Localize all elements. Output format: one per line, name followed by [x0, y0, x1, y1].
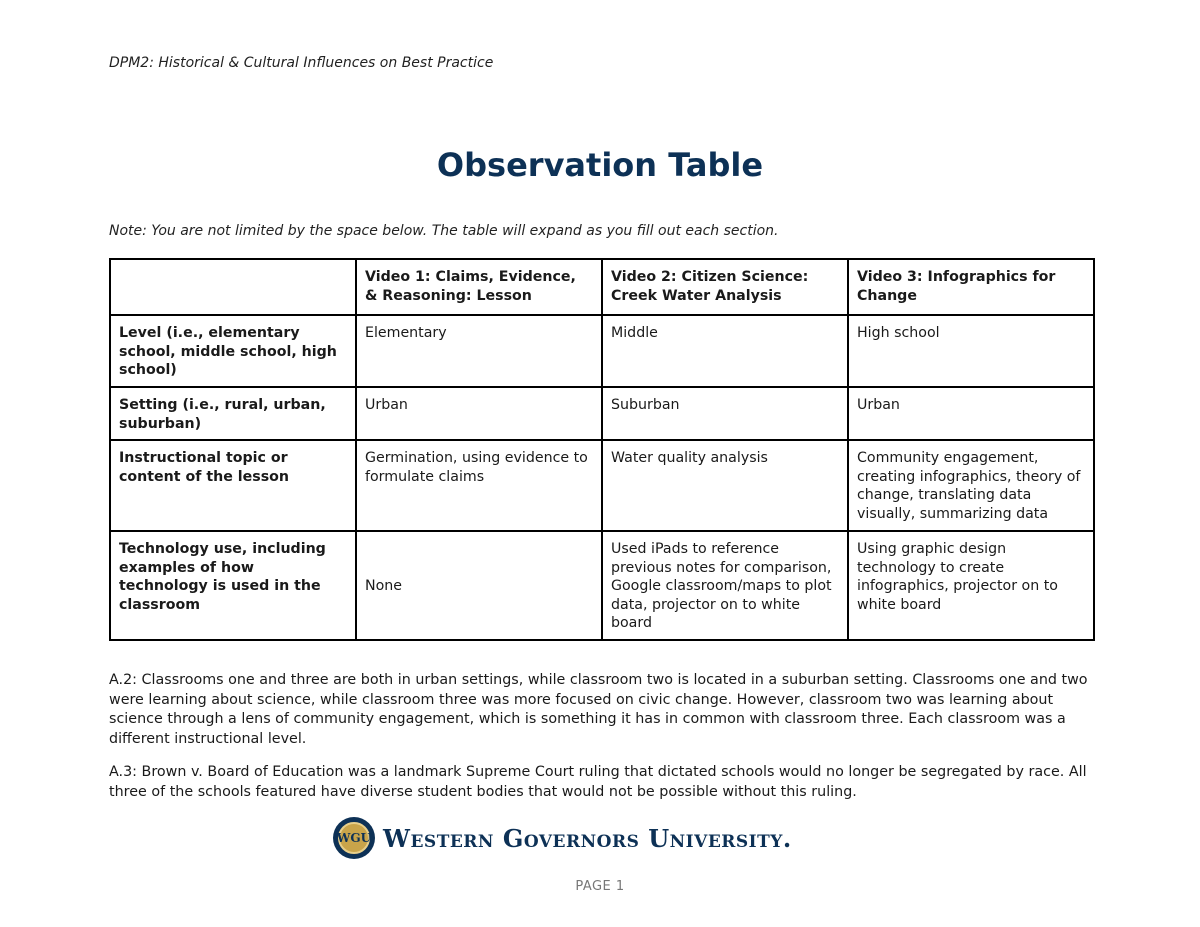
row-label-topic: Instructional topic or content of the lesson [110, 440, 356, 531]
table-row-setting [110, 387, 1094, 440]
course-title: DPM2: Historical & Cultural Influences on Best Practice [109, 55, 494, 71]
cell-technology-video-2: Used iPads to reference previous notes for comparison, Google classroom/maps to plot data, projector on to white board [602, 531, 848, 640]
header-cell-video-2: Video 2: Citizen Science: Creek Water Analysis [602, 259, 848, 315]
cell-setting-video-2: Suburban [602, 387, 848, 440]
table-row-technology [110, 531, 1094, 640]
row-label-setting: Setting (i.e., rural, urban, suburban) [110, 387, 356, 440]
table-header-row [110, 259, 1094, 315]
cell-topic-video-1: Germination, using evidence to formulate claims [356, 440, 602, 531]
row-label-technology: Technology use, including examples of how technology is used in the classroom [110, 531, 356, 640]
table-note: Note: You are not limited by the space below. The table will expand as you fill out each section. [109, 223, 779, 239]
cell-level-video-3: High school [848, 315, 1094, 387]
cell-level-video-2: Middle [602, 315, 848, 387]
table-row-topic [110, 440, 1094, 531]
cell-level-video-1: Elementary [356, 315, 602, 387]
cell-technology-video-1: None [356, 531, 602, 640]
cell-setting-video-3: Urban [848, 387, 1094, 440]
header-cell-video-1: Video 1: Claims, Evidence, & Reasoning: Lesson [356, 259, 602, 315]
wgu-wordmark: Western Governors University. [383, 823, 792, 853]
answer-a2: A.2: Classrooms one and three are both in urban settings, while classroom two is located in a suburban setting. Classrooms one and two were learning about science, while classroom three was more focused on civic change. However, classroom two was learning about science through a lens of community engagement, which is something it has in common with classroom three. Each classroom was a different instructional level. [109, 672, 1088, 747]
observation-table [109, 258, 1095, 641]
header-cell-empty [110, 259, 356, 315]
cell-topic-video-2: Water quality analysis [602, 440, 848, 531]
wgu-seal-text: WGU [338, 822, 370, 854]
table-row-level [110, 315, 1094, 387]
cell-technology-video-3: Using graphic design technology to create infographics, projector on to white board [848, 531, 1094, 640]
page-number: PAGE 1 [575, 879, 625, 894]
cell-topic-video-3: Community engagement, creating infographics, theory of change, translating data visually, summarizing data [848, 440, 1094, 531]
row-label-level: Level (i.e., elementary school, middle school, high school) [110, 315, 356, 387]
wgu-seal-icon [333, 817, 375, 859]
answer-a3: A.3: Brown v. Board of Education was a landmark Supreme Court ruling that dictated schools would no longer be segregated by race. All three of the schools featured have diverse student bodies that would not be possible without this ruling. [109, 764, 1087, 800]
page-title: Observation Table [436, 146, 764, 184]
header-cell-video-3: Video 3: Infographics for Change [848, 259, 1094, 315]
wgu-logo [333, 817, 792, 859]
cell-setting-video-1: Urban [356, 387, 602, 440]
